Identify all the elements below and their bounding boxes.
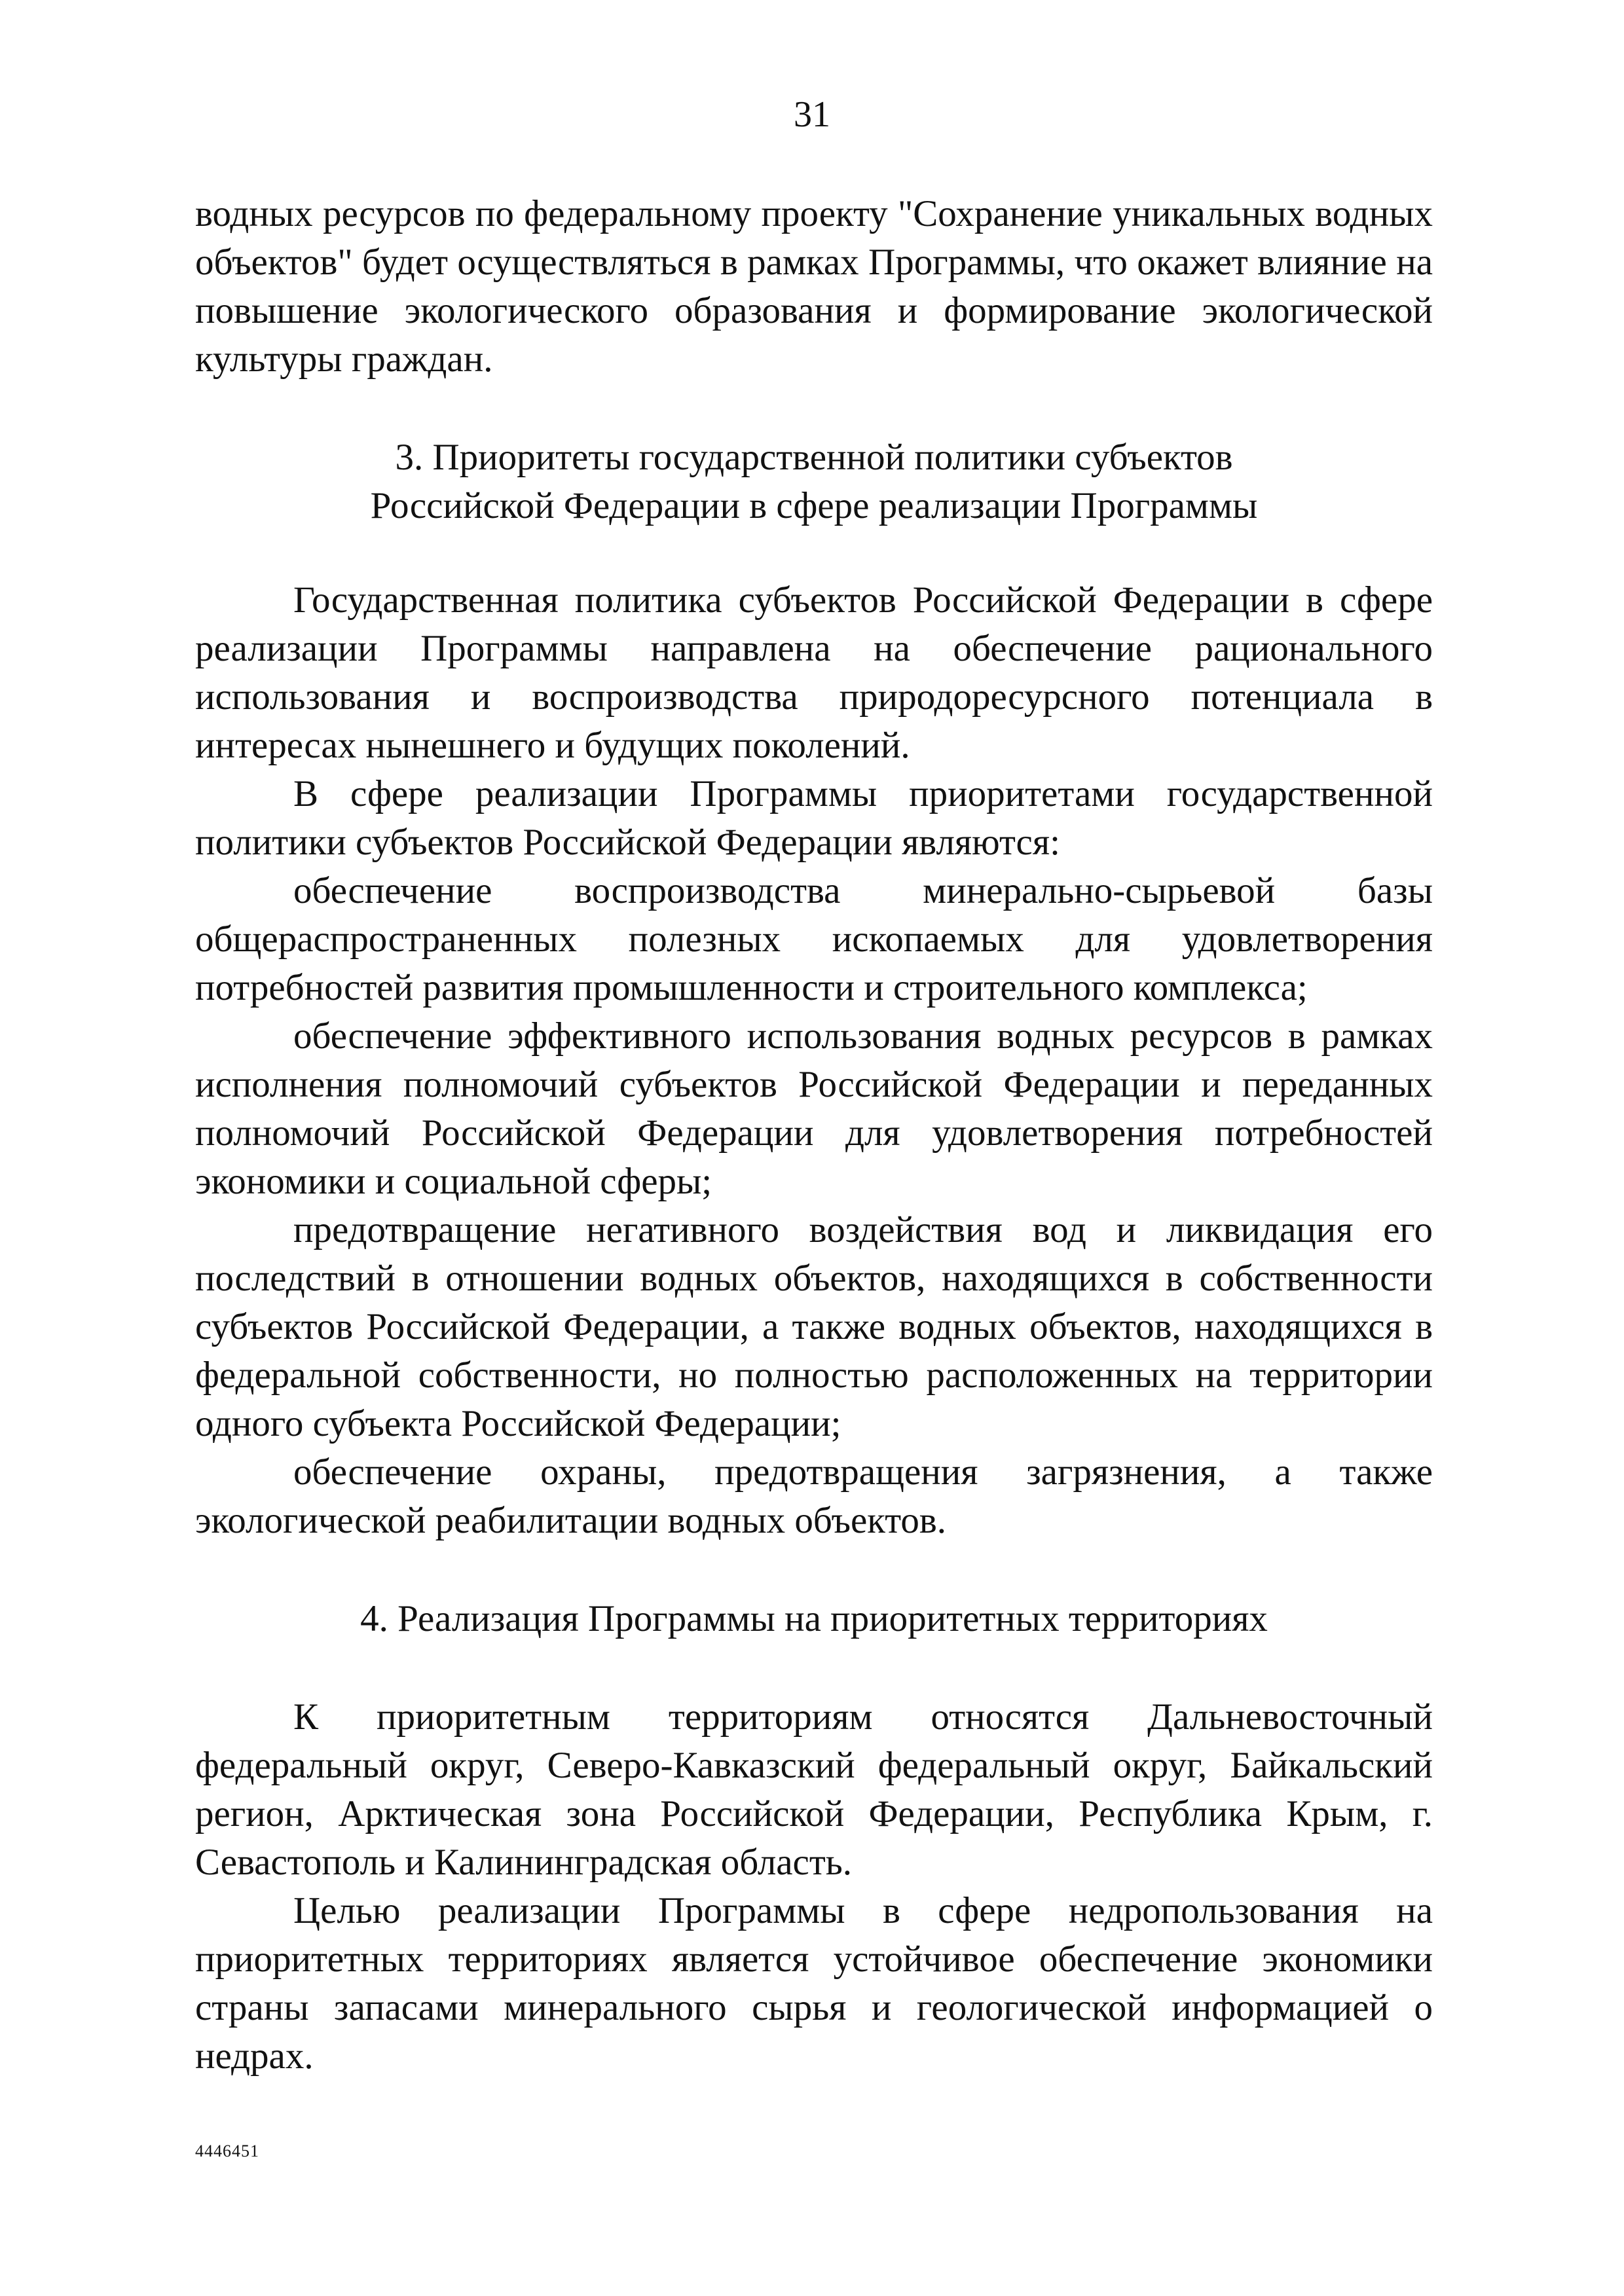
priority-list-item: обеспечение охраны, предотвращения загрязнения, а также экологической реабилитации водных объектов. bbox=[195, 1451, 1433, 1541]
document-code: 4446451 bbox=[195, 2141, 259, 2160]
page-number: 31 bbox=[794, 94, 830, 135]
priority-list-item: обеспечение эффективного использования водных ресурсов в рамках исполнения полномочий субъектов Российской Федерации и переданных полномочий Российской Федерации для удовлетворения потребностей экономики и социальной сферы; bbox=[195, 1015, 1433, 1202]
section-4-paragraph: Целью реализации Программы в сфере недропользования на приоритетных территориях является устойчивое обеспечение экономики страны запасами минерального сырья и геологической информацией о недрах. bbox=[195, 1890, 1433, 2077]
section-4-heading: 4. Реализация Программы на приоритетных территориях bbox=[360, 1598, 1268, 1639]
section-4-paragraph: К приоритетным территориям относятся Дальневосточный федеральный округ, Северо-Кавказский федеральный округ, Байкальский регион, Арктическая зона Российской Федерации, Республика Крым, г. Севастополь и Калининградская область. bbox=[195, 1696, 1433, 1883]
page-content bbox=[195, 190, 1433, 2081]
section-3-heading bbox=[195, 433, 1433, 530]
priority-list-item: обеспечение воспроизводства минерально-сырьевой базы общераспространенных полезных ископаемых для удовлетворения потребностей развития промышленности и строительного комплекса; bbox=[195, 870, 1433, 1008]
section-3-paragraph: Государственная политика субъектов Российской Федерации в сфере реализации Программы направлена на обеспечение рационального использования и воспроизводства природоресурсного потенциала в интересах нынешнего и будущих поколений. bbox=[195, 579, 1433, 766]
section-3-paragraph: В сфере реализации Программы приоритетами государственной политики субъектов Российской Федерации являются: bbox=[195, 773, 1433, 863]
section-3-heading-line-2: Российской Федерации в сфере реализации Программы bbox=[370, 485, 1258, 526]
intro-paragraph: водных ресурсов по федеральному проекту "Сохранение уникальных водных объектов" будет осуществляться в рамках Программы, что окажет влияние на повышение экологического образования и формирование экологической культуры граждан. bbox=[195, 193, 1433, 380]
priority-list-item: предотвращение негативного воздействия вод и ликвидация его последствий в отношении водных объектов, находящихся в собственности субъектов Российской Федерации, а также водных объектов, находящихся в федеральной собственности, но полностью расположенных на территории одного субъекта Российской Федерации; bbox=[195, 1209, 1433, 1444]
section-3-heading-line-1: 3. Приоритеты государственной политики субъектов bbox=[395, 437, 1233, 478]
